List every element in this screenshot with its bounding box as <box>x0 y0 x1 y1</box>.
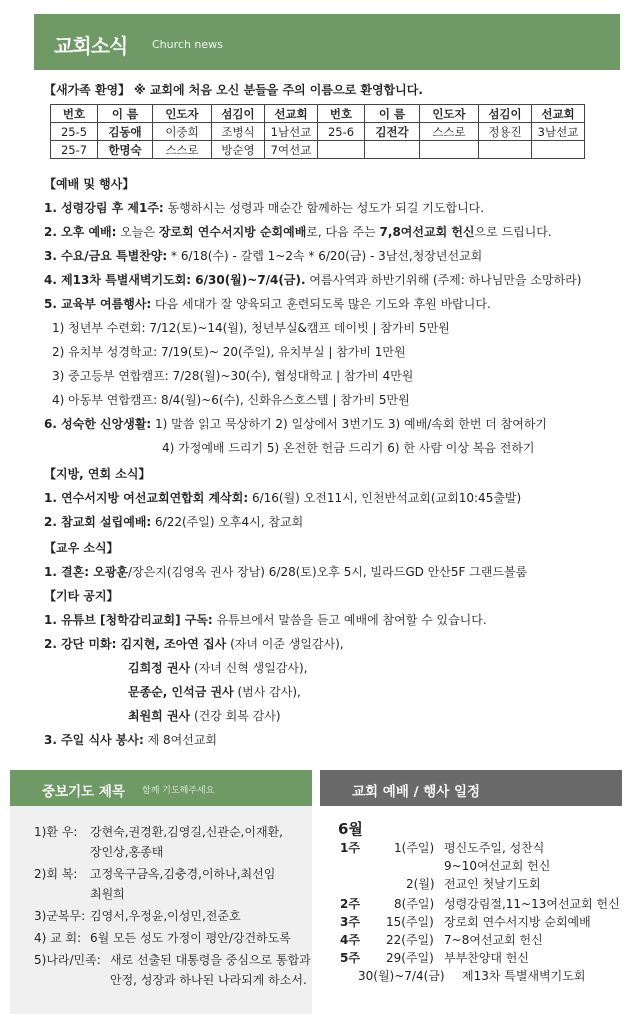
worship-item-6 <box>44 416 547 432</box>
schedule-event: 7~8여선교회 헌신 <box>444 933 543 947</box>
table-header: 선교회 <box>265 105 318 123</box>
schedule-week: 4주 <box>340 933 360 947</box>
item-label: 3. 주일 식사 봉사: <box>44 733 144 747</box>
table-header: 이 름 <box>98 105 153 123</box>
item-label: 김희정 권사 <box>128 661 191 675</box>
table-cell: 조병식 <box>212 123 265 141</box>
item-label: 2. 참교회 설립예배: <box>44 515 152 529</box>
item-text: 동행하시는 성령과 매순간 함께하는 성도가 되길 기도합니다. <box>163 201 485 215</box>
item-label: 6. 성숙한 신앙생활: <box>44 417 152 431</box>
prayer-subtitle: 함께 기도해주세요 <box>142 786 215 796</box>
item-text: (건강 회복 감사) <box>190 709 281 723</box>
prayer-header <box>10 770 312 806</box>
prayer-panel <box>10 806 312 1014</box>
prayer-text: 김영서,우정윤,이성민,전준호 <box>90 909 241 923</box>
item-label: 3. 수요/금요 특별찬양: <box>44 249 168 263</box>
schedule-date: 22(주일) <box>386 933 434 947</box>
item-text: 오늘은 <box>116 225 159 239</box>
table-header: 인도자 <box>153 105 212 123</box>
schedule-panel <box>320 806 622 1014</box>
newfamily-heading <box>44 82 423 98</box>
worship-item-5-4: 4) 아동부 연합캠프: 8/4(월)~6(수), 신화유스호스텔 | 참가비 5만원 <box>52 393 410 407</box>
table-cell: 김동애 <box>98 123 153 141</box>
schedule-week: 2주 <box>340 897 360 911</box>
etc-item-2d <box>128 708 281 724</box>
header-title: 교회소식 <box>54 34 128 58</box>
table-header-row <box>51 105 585 123</box>
table-cell: 1남선교 <box>265 123 318 141</box>
etc-item-2 <box>44 636 344 652</box>
worship-item-5 <box>44 296 491 312</box>
item-label: 최원희 권사 <box>128 709 191 723</box>
item-label: 1. 결혼: 오광훈 <box>44 565 129 579</box>
etc-item-2c <box>128 684 301 700</box>
schedule-event: 부부찬양대 헌신 <box>444 951 529 965</box>
schedule-week: 5주 <box>340 951 360 965</box>
district-item-1 <box>44 490 521 506</box>
table-cell: 25-7 <box>51 141 98 159</box>
table-header: 이 름 <box>365 105 420 123</box>
item-text: (범사 감사), <box>233 685 301 699</box>
item-label: 2. 오후 예배: <box>44 225 117 239</box>
etc-item-2b <box>128 660 308 676</box>
table-cell <box>479 141 532 159</box>
table-cell: 정용진 <box>479 123 532 141</box>
schedule-date: 8(주일) <box>394 897 435 911</box>
item-label: 1. 성령강림 후 제1주: <box>44 201 164 215</box>
schedule-event: 9~10여선교회 헌신 <box>444 859 551 873</box>
table-cell <box>420 141 479 159</box>
prayer-text: 새로 선출된 대통령을 중심으로 통합과 <box>110 953 311 967</box>
table-cell: 방순영 <box>212 141 265 159</box>
item-label: 4. 제13차 특별새벽기도회: 6/30(월)~7/4(금). <box>44 273 306 287</box>
table-cell: 스스로 <box>153 141 212 159</box>
newfamily-title: 【새가족 환영】 <box>44 83 131 97</box>
schedule-event: 장로회 연수서지방 순회예배 <box>444 915 591 929</box>
worship-title: 【예배 및 행사】 <box>44 177 135 191</box>
table-cell: 스스로 <box>420 123 479 141</box>
worship-item-5-1: 1) 청년부 수련회: 7/12(토)~14(월), 청년부실&캠프 데이빗 | 참가비 5만원 <box>52 321 450 335</box>
etc-item-3 <box>44 732 217 748</box>
table-cell: 한명숙 <box>98 141 153 159</box>
worship-item-4 <box>44 272 581 288</box>
prayer-label: 4) 교 회: <box>34 931 82 945</box>
schedule-week: 3주 <box>340 915 360 929</box>
worship-item-1 <box>44 200 484 216</box>
schedule-date: 1(주일) <box>394 841 435 855</box>
worship-item-2 <box>44 224 552 240</box>
table-cell <box>365 141 420 159</box>
worship-item-3 <box>44 248 482 264</box>
prayer-text: 강현숙,권경환,김영길,신관순,이재환, <box>90 825 283 839</box>
prayer-label: 3)군복무: <box>34 909 86 923</box>
table-cell: 7여선교 <box>265 141 318 159</box>
members-title: 【교우 소식】 <box>44 541 119 555</box>
item-label: 1. 연수서지방 여선교회연합회 계삭회: <box>44 491 249 505</box>
schedule-date: 29(주일) <box>386 951 434 965</box>
item-label: 1. 유튜브 [청학감리교회] 구독: <box>44 613 213 627</box>
item-text-bold: 7,8여선교회 헌신 <box>379 225 475 239</box>
district-item-2 <box>44 514 303 530</box>
schedule-event: 전교인 첫날기도회 <box>444 877 541 891</box>
item-label: 5. 교육부 여름행사: <box>44 297 152 311</box>
table-cell: 3남선교 <box>532 123 585 141</box>
table-cell: 25-5 <box>51 123 98 141</box>
prayer-label: 5)나라/민족: <box>34 953 101 967</box>
item-label: 문종순, 인석금 권사 <box>128 685 234 699</box>
schedule-header <box>320 770 622 806</box>
schedule-date: 15(주일) <box>386 915 434 929</box>
schedule-date: 2(월) <box>406 877 435 891</box>
item-text: 제 8여선교회 <box>143 733 218 747</box>
schedule-week: 1주 <box>340 841 360 855</box>
schedule-date: 30(월)~7/4(금) <box>358 969 445 983</box>
table-header: 섬김이 <box>212 105 265 123</box>
prayer-text: 6월 모든 성도 가정이 평안/강건하도록 <box>90 931 291 945</box>
worship-item-5-3: 3) 중고등부 연합캠프: 7/28(월)~30(수), 협성대학교 | 참가비 4만원 <box>52 369 414 383</box>
table-header: 선교회 <box>532 105 585 123</box>
table-row <box>51 141 585 159</box>
schedule-event: 평신도주일, 성찬식 <box>444 841 545 855</box>
prayer-text: 장인상,홍종태 <box>90 845 164 859</box>
item-text: 6/22(주일) 오후4시, 참교회 <box>151 515 304 529</box>
schedule-month: 6월 <box>338 820 363 838</box>
table-header: 번호 <box>318 105 365 123</box>
item-text: (자녀 신혁 생일감사), <box>190 661 308 675</box>
newfamily-desc: ※ 교회에 처음 오신 분들을 주의 이름으로 환영합니다. <box>133 83 423 97</box>
table-header: 섬김이 <box>479 105 532 123</box>
schedule-event: 제13차 특별새벽기도회 <box>462 969 586 983</box>
table-cell: 25-6 <box>318 123 365 141</box>
item-label: 2. 강단 미화: 김지현, 조아연 집사 <box>44 637 227 651</box>
district-title: 【지방, 연회 소식】 <box>44 467 151 481</box>
item-text: 로, 다음 주는 <box>306 225 380 239</box>
item-text: 6/16(월) 오전11시, 인천반석교회(교회10:45출발) <box>248 491 522 505</box>
item-text: 여름사역과 하반기위해 (주제: 하나님만을 소망하라) <box>305 273 582 287</box>
table-cell: 이중희 <box>153 123 212 141</box>
prayer-text: 최원희 <box>90 887 125 901</box>
item-text: 유튜브에서 말씀을 듣고 예배에 참여할 수 있습니다. <box>212 613 487 627</box>
header-subtitle: Church news <box>152 38 223 51</box>
worship-item-5-2: 2) 유치부 성경학교: 7/19(토)~ 20(주일), 유치부실 | 참가비 1만원 <box>52 345 406 359</box>
table-cell: 김전각 <box>365 123 420 141</box>
worship-item-6b: 4) 가정예배 드리기 5) 온전한 헌금 드리기 6) 한 사람 이상 복음 전하기 <box>162 441 535 455</box>
prayer-label: 1)환 우: <box>34 825 78 839</box>
table-cell <box>532 141 585 159</box>
members-item-1 <box>44 564 527 580</box>
prayer-text: 안정, 성장과 하나된 나라되게 하소서. <box>110 973 307 987</box>
item-text: 다음 세대가 잘 양육되고 훈련되도록 많은 기도와 후원 바랍니다. <box>151 297 491 311</box>
table-header: 인도자 <box>420 105 479 123</box>
prayer-title: 중보기도 제목 <box>42 784 125 800</box>
etc-title: 【기타 공지】 <box>44 589 119 603</box>
table-row <box>51 123 585 141</box>
item-text: (자녀 이준 생일감사), <box>226 637 344 651</box>
schedule-event: 성령강림절,11~13여선교회 헌신 <box>444 897 620 911</box>
table-cell <box>318 141 365 159</box>
item-text: /장은지(김영옥 권사 장남) 6/28(토)오후 5시, 빌라드GD 안산5F 그랜드볼룸 <box>128 565 528 579</box>
item-text: 1) 말씀 읽고 묵상하기 2) 일상에서 3번기도 3) 예배/속회 한번 더 참여하기 <box>151 417 548 431</box>
schedule-title: 교회 예배 / 행사 일정 <box>352 784 481 800</box>
prayer-label: 2)회 복: <box>34 867 78 881</box>
item-text: * 6/18(수) - 갈렙 1~2속 * 6/20(금) - 3남선,청장년선교회 <box>167 249 483 263</box>
etc-item-1 <box>44 612 487 628</box>
newfamily-table <box>50 104 585 159</box>
table-header: 번호 <box>51 105 98 123</box>
prayer-text: 고정욱구금옥,김충경,이하나,최선임 <box>90 867 276 881</box>
news-header <box>34 14 620 70</box>
item-text-bold: 장로회 연수서지방 순회예배 <box>158 225 307 239</box>
item-text: 으로 드립니다. <box>474 225 552 239</box>
